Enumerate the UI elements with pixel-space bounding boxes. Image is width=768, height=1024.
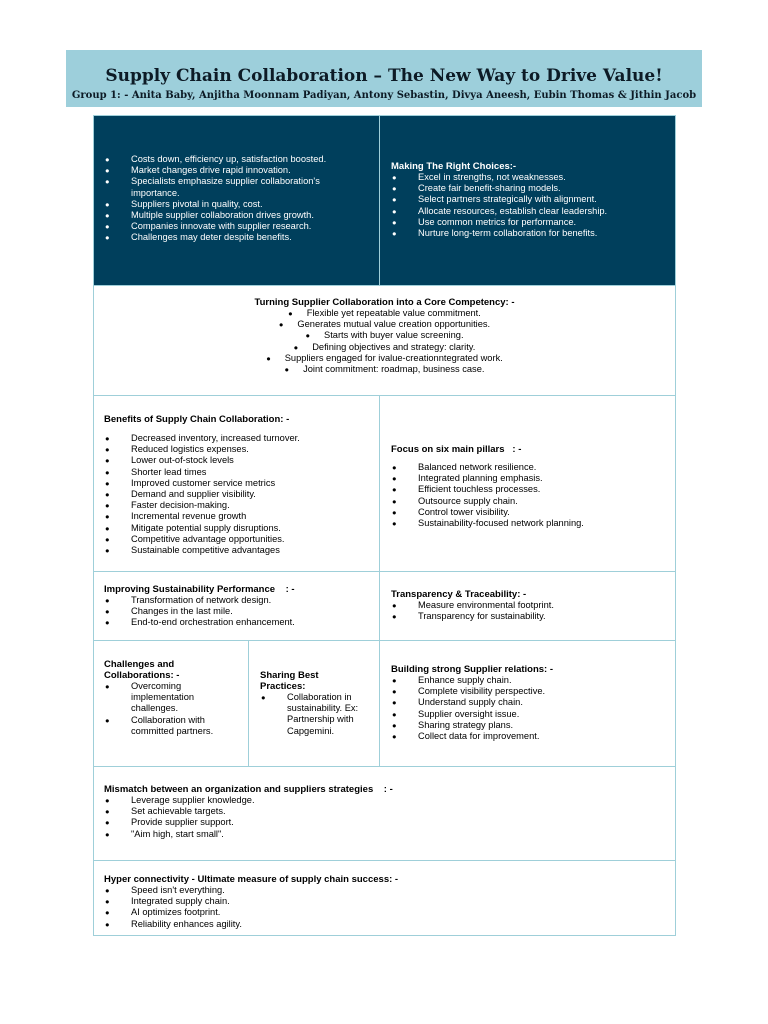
- pillars-list: [391, 462, 665, 529]
- list-item: ● Create fair benefit-sharing models.: [391, 183, 665, 194]
- transparency-list: [391, 600, 665, 622]
- list-item: ● Changes in the last mile.: [104, 606, 369, 617]
- list-item: ● Set achievable targets.: [104, 806, 665, 817]
- list-item: ● Sustainable competitive advantages: [104, 545, 369, 556]
- list-item: ● Outsource supply chain.: [391, 496, 665, 507]
- list-item: ● Defining objectives and strategy: clarity.: [104, 342, 665, 353]
- list-item: ● Nurture long-term collaboration for benefits.: [391, 228, 665, 239]
- mismatch-list: [104, 795, 665, 840]
- transparency-panel: [379, 571, 676, 641]
- list-item: ● Transformation of network design.: [104, 595, 369, 606]
- list-item: ● AI optimizes footprint.: [104, 907, 665, 918]
- list-item: ● Transparency for sustainability.: [391, 611, 665, 622]
- sustainability-heading: Improving Sustainability Performance : -: [104, 584, 295, 595]
- header-banner: [66, 50, 702, 107]
- list-item: ● Competitive advantage opportunities.: [104, 534, 369, 545]
- list-item: ● Challenges may deter despite benefits.: [104, 232, 369, 243]
- list-item: ● Supplier oversight issue.: [391, 709, 665, 720]
- challenges-list: [104, 681, 238, 737]
- intro-list: [104, 154, 369, 244]
- list-item: ● Sharing strategy plans.: [391, 720, 665, 731]
- choices-panel: [379, 115, 676, 286]
- list-item: ● Suppliers engaged for ivalue-creationntegrated work.: [104, 353, 665, 364]
- list-item: ● Understand supply chain.: [391, 697, 665, 708]
- challenges-panel: [93, 640, 249, 767]
- list-item: ● Shorter lead times: [104, 467, 369, 478]
- list-item: ● Integrated planning emphasis.: [391, 473, 665, 484]
- list-item: ● Collect data for improvement.: [391, 731, 665, 742]
- sustainability-panel: [93, 571, 380, 641]
- mismatch-heading: Mismatch between an organization and suppliers strategies : -: [104, 784, 393, 795]
- list-item: ● Suppliers pivotal in quality, cost.: [104, 199, 369, 210]
- transparency-heading: Transparency & Traceability: -: [391, 589, 527, 600]
- choices-list: [391, 172, 665, 239]
- relations-list: [391, 675, 665, 742]
- relations-panel: [379, 640, 676, 767]
- list-item: ● Multiple supplier collaboration drives growth.: [104, 210, 369, 221]
- list-item: ● Measure environmental footprint.: [391, 600, 665, 611]
- list-item: ● Leverage supplier knowledge.: [104, 795, 665, 806]
- list-item: ● Demand and supplier visibility.: [104, 489, 369, 500]
- hyper-heading: Hyper connectivity - Ultimate measure of supply chain success: -: [104, 874, 399, 885]
- list-item: ● Use common metrics for performance.: [391, 217, 665, 228]
- list-item: ● Integrated supply chain.: [104, 896, 665, 907]
- competency-list: [104, 308, 665, 375]
- list-item: ● Collaboration in sustainability. Ex: Partnership with Capgemini.: [260, 692, 371, 737]
- hyper-list: [104, 885, 665, 930]
- list-item: ● Speed isn't everything.: [104, 885, 665, 896]
- sustainability-list: [104, 595, 369, 629]
- hyper-panel: [93, 860, 676, 936]
- list-item: ● Market changes drive rapid innovation.: [104, 165, 369, 176]
- list-item: ● Provide supplier support.: [104, 817, 665, 828]
- sharing-heading: Sharing Best Practices:: [260, 670, 319, 692]
- page-subtitle: Group 1: - Anita Baby, Anjitha Moonnam Padiyan, Antony Sebastin, Divya Aneesh, Eubin Thomas & Jithin Jacob: [71, 90, 697, 101]
- list-item: ● Incremental revenue growth: [104, 511, 369, 522]
- list-item: ● Improved customer service metrics: [104, 478, 369, 489]
- benefits-heading: Benefits of Supply Chain Collaboration: -: [104, 414, 290, 425]
- list-item: ● Mitigate potential supply disruptions.: [104, 523, 369, 534]
- sharing-list: [260, 692, 371, 737]
- competency-panel: [93, 285, 676, 396]
- list-item: ● Faster decision-making.: [104, 500, 369, 511]
- pillars-heading: Focus on six main pillars : -: [391, 444, 522, 455]
- intro-panel: [93, 115, 380, 286]
- challenges-heading: Challenges and Collaborations: -: [104, 659, 180, 681]
- list-item: ● Decreased inventory, increased turnover.: [104, 433, 369, 444]
- page-title: Supply Chain Collaboration – The New Way to Drive Value!: [105, 66, 663, 86]
- list-item: ● Enhance supply chain.: [391, 675, 665, 686]
- competency-heading: Turning Supplier Collaboration into a Core Competency: -: [254, 297, 515, 308]
- list-item: ● Flexible yet repeatable value commitment.: [104, 308, 665, 319]
- list-item: ● Lower out-of-stock levels: [104, 455, 369, 466]
- list-item: ● Reduced logistics expenses.: [104, 444, 369, 455]
- list-item: ● Overcoming implementation challenges.: [104, 681, 238, 715]
- list-item: ● Generates mutual value creation opportunities.: [104, 319, 665, 330]
- mismatch-panel: [93, 766, 676, 861]
- list-item: ● Sustainability-focused network planning.: [391, 518, 665, 529]
- list-item: ● Joint commitment: roadmap, business case.: [104, 364, 665, 375]
- list-item: ● Allocate resources, establish clear leadership.: [391, 206, 665, 217]
- list-item: ● Reliability enhances agility.: [104, 919, 665, 930]
- relations-heading: Building strong Supplier relations: -: [391, 664, 554, 675]
- list-item: ● Excel in strengths, not weaknesses.: [391, 172, 665, 183]
- list-item: ● Starts with buyer value screening.: [104, 330, 665, 341]
- benefits-list: [104, 433, 369, 556]
- list-item: ● Complete visibility perspective.: [391, 686, 665, 697]
- list-item: ● Specialists emphasize supplier collaboration's importance.: [104, 176, 369, 198]
- benefits-panel: [93, 395, 380, 572]
- list-item: ● Control tower visibility.: [391, 507, 665, 518]
- list-item: ● End-to-end orchestration enhancement.: [104, 617, 369, 628]
- list-item: ● "Aim high, start small".: [104, 829, 665, 840]
- list-item: ● Efficient touchless processes.: [391, 484, 665, 495]
- pillars-panel: [379, 395, 676, 572]
- sharing-panel: [248, 640, 380, 767]
- choices-heading: Making The Right Choices:-: [391, 161, 517, 172]
- list-item: ● Collaboration with committed partners.: [104, 715, 238, 737]
- list-item: ● Costs down, efficiency up, satisfaction boosted.: [104, 154, 369, 165]
- list-item: ● Select partners strategically with alignment.: [391, 194, 665, 205]
- list-item: ● Balanced network resilience.: [391, 462, 665, 473]
- list-item: ● Companies innovate with supplier research.: [104, 221, 369, 232]
